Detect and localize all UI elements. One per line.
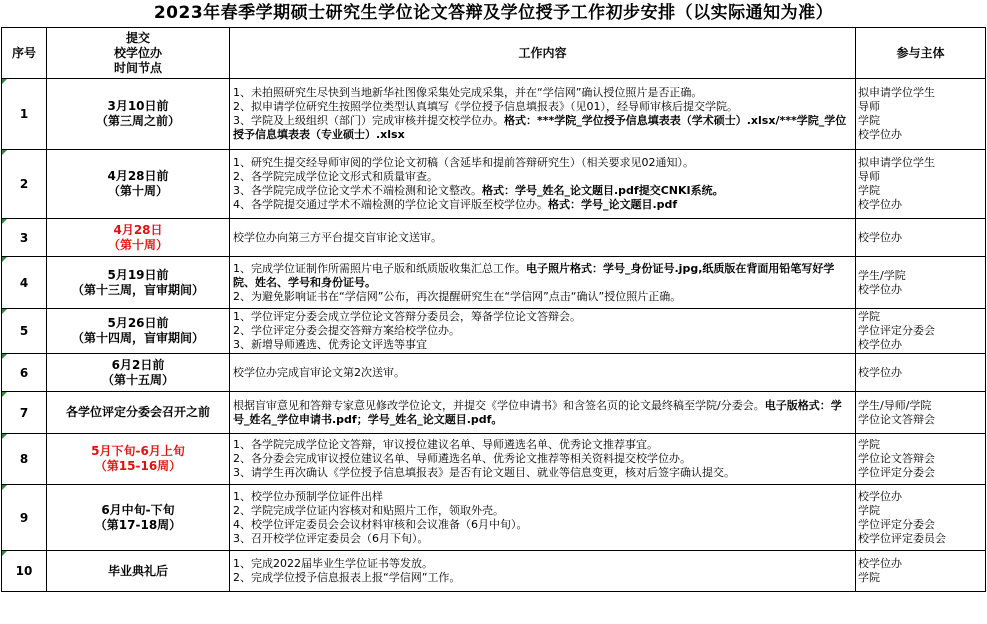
participant: 校学位办 — [858, 282, 902, 296]
work-text: 2、完成学位授予信息报表上报“学信网”工作。 — [233, 571, 461, 584]
work-item — [233, 170, 852, 184]
work-text: 2、各分委会完成审议授位建议名单、导师遴选名单、优秀论文推荐等相关资料提交校学位办。 — [233, 452, 691, 465]
participant: 学生/导师/学院 — [858, 398, 932, 412]
work-item — [233, 490, 852, 504]
participant: 学位论文答辩会 — [858, 412, 935, 426]
work-content — [230, 309, 856, 354]
time-node — [47, 434, 230, 485]
participant: 学院 — [858, 438, 880, 451]
participant: 校学位办 — [858, 198, 902, 211]
work-text: 1、校学位办预制学位证件出样 — [233, 489, 383, 503]
participant: 校学位办 — [858, 230, 902, 244]
time-node — [47, 354, 230, 392]
work-text: 4、各学院提交通过学术不端检测的学位论文盲评版至校学位办。 — [233, 198, 548, 211]
table-row — [2, 309, 986, 354]
work-item — [233, 532, 852, 546]
participant: 学位评定分委会 — [858, 466, 935, 479]
participants — [856, 551, 986, 592]
participant: 校学位办 — [858, 365, 902, 379]
table-row — [2, 257, 986, 309]
format-spec: 电子版格式：学号_姓名_学位申请书.pdf；学号_姓名_论文题目.pdf。 — [233, 398, 842, 426]
work-text: 4、校学位评定委员会会议材料审核和会议准备（6月中旬）。 — [233, 517, 528, 531]
row-number: 8 — [2, 434, 47, 485]
work-item — [233, 86, 852, 100]
participant: 学位评定分委会 — [858, 324, 935, 337]
header-time-line: 时间节点 — [113, 60, 162, 75]
header-row — [2, 28, 986, 79]
participant: 学生/学院 — [858, 268, 906, 282]
time-node — [47, 257, 230, 309]
work-item — [233, 231, 852, 245]
work-text: 1、学位评定分委会成立学位论文答辩分委员会，筹备学位论文答辩会。 — [233, 310, 581, 323]
work-text: 校学位办向第三方平台提交盲审论文送审。 — [233, 230, 442, 244]
participant: 学院 — [858, 184, 880, 197]
work-text: 3、召开校学位评定委员会（6月下旬）。 — [233, 531, 429, 545]
time-node-line: （第十三周，盲审期间） — [71, 282, 204, 297]
participant: 导师 — [858, 170, 880, 183]
time-node-line: （第17-18周） — [94, 517, 182, 532]
participant: 导师 — [858, 100, 880, 113]
work-item — [233, 571, 852, 585]
work-content — [230, 219, 856, 257]
time-node-line: 各学位评定分委会召开之前 — [65, 405, 210, 419]
participant: 学院 — [858, 503, 880, 517]
time-node-line: （第十周） — [107, 184, 168, 198]
participant: 校学位评定委员会 — [858, 531, 946, 545]
work-text: 1、完成2022届毕业生学位证书等发放。 — [233, 557, 433, 570]
table-row — [2, 485, 986, 551]
work-item — [233, 504, 852, 518]
time-node-line: 4月28日 — [113, 222, 163, 237]
work-content — [230, 485, 856, 551]
work-text: 3、请学生再次确认《学位授予信息填报表》是否有论文题目、就业等信息变更，核对后签字确认提交。 — [233, 466, 735, 479]
work-item — [233, 338, 852, 352]
work-text: 1、完成学位证制作所需照片电子版和纸质版收集汇总工作。 — [233, 261, 526, 275]
work-item — [233, 466, 852, 480]
work-text: 根据盲审意见和答辩专家意见修改学位论文，并提交《学位申请书》和含签名页的论文最终稿至学院/分委会。 — [233, 398, 765, 412]
time-node-line: 4月28日前 — [107, 169, 169, 183]
work-item — [233, 452, 852, 466]
time-node-line: （第十五周） — [101, 372, 174, 387]
row-number: 6 — [2, 354, 47, 392]
participant: 校学位办 — [858, 557, 902, 570]
time-node — [47, 219, 230, 257]
participant: 校学位办 — [858, 338, 902, 351]
work-text: 1、各学院完成学位论文答辩，审议授位建议名单、导师遴选名单、优秀论文推荐事宜。 — [233, 438, 658, 451]
work-content — [230, 354, 856, 392]
work-item — [233, 557, 852, 571]
row-number: 7 — [2, 392, 47, 434]
schedule-body — [2, 79, 986, 592]
participants — [856, 309, 986, 354]
participant: 学院 — [858, 571, 880, 584]
work-text: 2、各学院完成学位论文形式和质量审查。 — [233, 170, 438, 183]
work-item — [233, 438, 852, 452]
table-row — [2, 434, 986, 485]
work-text: 3、新增导师遴选、优秀论文评选等事宜 — [233, 338, 427, 351]
participants — [856, 79, 986, 150]
work-item — [233, 156, 852, 170]
work-item — [233, 366, 852, 380]
participants — [856, 485, 986, 551]
participant: 学位论文答辩会 — [858, 452, 935, 465]
format-spec: 格式：***学院_学位授予信息填表表（学术硕士）.xlsx/***学院_学位授予信息填表表（专业硕士）.xlsx — [233, 114, 847, 141]
time-node-line: 5月26日前 — [107, 316, 169, 330]
header-work: 工作内容 — [230, 28, 856, 79]
header-time-line: 校学位办 — [113, 45, 162, 60]
time-node-line: 3月10日前 — [107, 99, 169, 113]
time-node — [47, 79, 230, 150]
time-node — [47, 551, 230, 592]
table-row — [2, 392, 986, 434]
time-node-line: 6月2日前 — [111, 357, 165, 372]
work-text: 2、拟申请学位研究生按照学位类型认真填写《学位授予信息填报表》（见01），经导师审核后提交学院。 — [233, 100, 738, 113]
header-party: 参与主体 — [856, 28, 986, 79]
table-row — [2, 79, 986, 150]
schedule-table — [1, 27, 986, 592]
document-title: 2023年春季学期硕士研究生学位论文答辩及学位授予工作初步安排（以实际通知为准） — [153, 3, 834, 23]
time-node — [47, 309, 230, 354]
row-number: 4 — [2, 257, 47, 309]
work-text: 2、学院完成学位证内容核对和贴照片工作，领取外壳。 — [233, 503, 504, 517]
row-number: 2 — [2, 150, 47, 219]
time-node-line: （第三周之前） — [95, 114, 180, 128]
work-content — [230, 79, 856, 150]
work-text: 2、学位评定分委会提交答辩方案给校学位办。 — [233, 324, 460, 337]
work-content — [230, 392, 856, 434]
participant: 学院 — [858, 310, 880, 323]
time-node — [47, 485, 230, 551]
time-node-line: （第15-16周） — [94, 459, 182, 473]
table-row — [2, 150, 986, 219]
participants — [856, 354, 986, 392]
format-spec: 电子照片格式：学号_身份证号.jpg,纸质版在背面用铅笔写好学院、姓名、学号和身份证号。 — [233, 261, 835, 289]
participant: 校学位办 — [858, 489, 902, 503]
work-content — [230, 150, 856, 219]
participant: 拟申请学位学生 — [858, 86, 935, 99]
table-row — [2, 551, 986, 592]
time-node-line: 5月19日前 — [107, 267, 169, 282]
participants — [856, 150, 986, 219]
format-spec: 格式：学号_论文题目.pdf — [548, 198, 678, 211]
table-row — [2, 219, 986, 257]
time-node-line: （第十周） — [107, 237, 168, 252]
work-item — [233, 310, 852, 324]
participants — [856, 219, 986, 257]
participants — [856, 392, 986, 434]
row-number: 3 — [2, 219, 47, 257]
time-node-line: 6月中旬-下旬 — [101, 502, 175, 517]
time-node-line: 毕业典礼后 — [107, 563, 168, 578]
time-node — [47, 150, 230, 219]
work-item — [233, 100, 852, 114]
work-text: 2、为避免影响证书在“学信网”公布，再次提醒研究生在“学信网”点击“确认”授位照片正确。 — [233, 289, 682, 303]
work-item — [233, 198, 852, 212]
header-num: 序号 — [2, 28, 47, 79]
work-content — [230, 434, 856, 485]
work-item — [233, 184, 852, 198]
row-number: 5 — [2, 309, 47, 354]
row-number: 9 — [2, 485, 47, 551]
participant: 拟申请学位学生 — [858, 156, 935, 169]
format-spec: 格式：学号_姓名_论文题目.pdf提交CNKI系统。 — [482, 184, 724, 197]
work-item — [233, 114, 852, 142]
work-text: 3、学院及上级组织（部门）完成审核并提交校学位办。 — [233, 114, 504, 127]
work-text: 1、未拍照研究生尽快到当地新华社图像采集处完成采集，并在“学信网”确认授位照片是否正确。 — [233, 86, 703, 99]
work-text: 3、各学院完成学位论文学术不端检测和论文整改。 — [233, 184, 482, 197]
work-item — [233, 290, 852, 304]
work-item — [233, 399, 852, 427]
header-time — [47, 28, 230, 79]
participants — [856, 257, 986, 309]
row-number: 1 — [2, 79, 47, 150]
work-item — [233, 324, 852, 338]
participant: 学位评定分委会 — [858, 517, 935, 531]
participants — [856, 434, 986, 485]
table-row — [2, 354, 986, 392]
header-time-line: 提交 — [125, 30, 150, 45]
work-text: 1、研究生提交经导师审阅的学位论文初稿（含延毕和提前答辩研究生）（相关要求见02通知）。 — [233, 156, 694, 169]
time-node-line: （第十四周，盲审期间） — [71, 331, 204, 345]
participant: 校学位办 — [858, 128, 902, 141]
work-content — [230, 551, 856, 592]
participant: 学院 — [858, 114, 880, 127]
row-number: 10 — [2, 551, 47, 592]
time-node — [47, 392, 230, 434]
work-item — [233, 262, 852, 290]
work-text: 校学位办完成盲审论文第2次送审。 — [233, 365, 405, 379]
time-node-line: 5月下旬-6月上旬 — [91, 444, 185, 458]
work-content — [230, 257, 856, 309]
work-item — [233, 518, 852, 532]
